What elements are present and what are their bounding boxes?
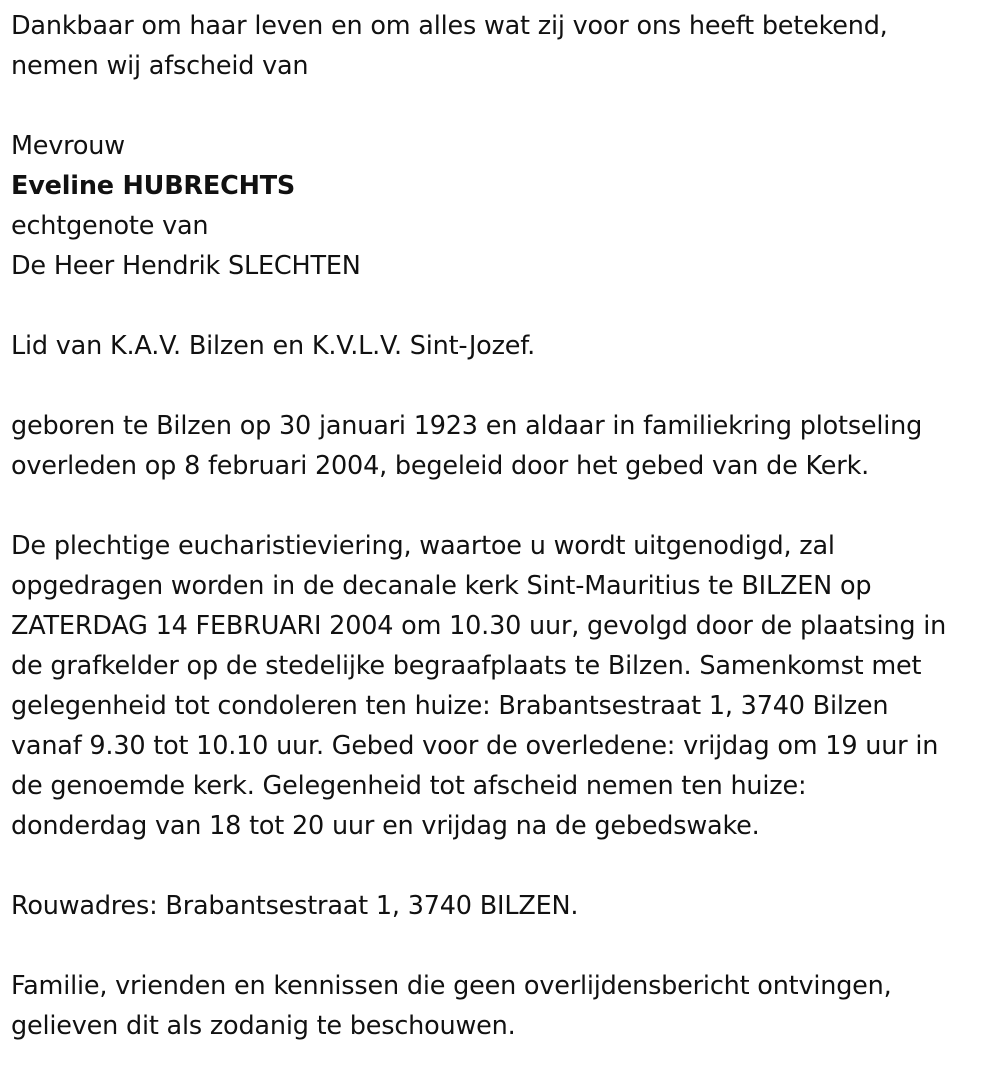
membership-paragraph — [11, 326, 996, 366]
ceremony-line: vanaf 9.30 tot 10.10 uur. Gebed voor de overledene: vrijdag om 19 uur in — [11, 731, 939, 761]
ceremony-line: donderdag van 18 tot 20 uur en vrijdag na de gebedswake. — [11, 811, 760, 841]
intro-line: Dankbaar om haar leven en om alles wat zij voor ons heeft betekend, — [11, 11, 888, 41]
birth-death-paragraph — [11, 406, 996, 486]
spouse-name: De Heer Hendrik SLECHTEN — [11, 251, 361, 281]
ceremony-paragraph — [11, 526, 996, 846]
intro-paragraph — [11, 6, 996, 86]
mourning-address-paragraph — [11, 886, 996, 926]
ceremony-line: de grafkelder op de stedelijke begraafplaats te Bilzen. Samenkomst met — [11, 651, 922, 681]
membership-line: Lid van K.A.V. Bilzen en K.V.L.V. Sint-Jozef. — [11, 331, 536, 361]
closing-line: Familie, vrienden en kennissen die geen overlijdensbericht ontvingen, — [11, 971, 892, 1001]
ceremony-line: gelegenheid tot condoleren ten huize: Brabantsestraat 1, 3740 Bilzen — [11, 691, 889, 721]
obituary-document — [11, 6, 996, 1046]
birth-death-line: overleden op 8 februari 2004, begeleid door het gebed van de Kerk. — [11, 451, 870, 481]
deceased-title: Mevrouw — [11, 131, 125, 161]
mourning-address-line: Rouwadres: Brabantsestraat 1, 3740 BILZEN. — [11, 891, 579, 921]
deceased-name: Eveline HUBRECHTS — [11, 171, 296, 201]
closing-paragraph — [11, 966, 996, 1046]
birth-death-line: geboren te Bilzen op 30 januari 1923 en aldaar in familiekring plotseling — [11, 411, 923, 441]
intro-line: nemen wij afscheid van — [11, 51, 309, 81]
ceremony-line: opgedragen worden in de decanale kerk Sint-Mauritius te BILZEN op — [11, 571, 872, 601]
closing-line: gelieven dit als zodanig te beschouwen. — [11, 1011, 516, 1041]
deceased-relation: echtgenote van — [11, 211, 209, 241]
ceremony-line: de genoemde kerk. Gelegenheid tot afscheid nemen ten huize: — [11, 771, 807, 801]
ceremony-line: ZATERDAG 14 FEBRUARI 2004 om 10.30 uur, gevolgd door de plaatsing in — [11, 611, 947, 641]
ceremony-line: De plechtige eucharistieviering, waartoe u wordt uitgenodigd, zal — [11, 531, 835, 561]
deceased-block — [11, 126, 996, 286]
